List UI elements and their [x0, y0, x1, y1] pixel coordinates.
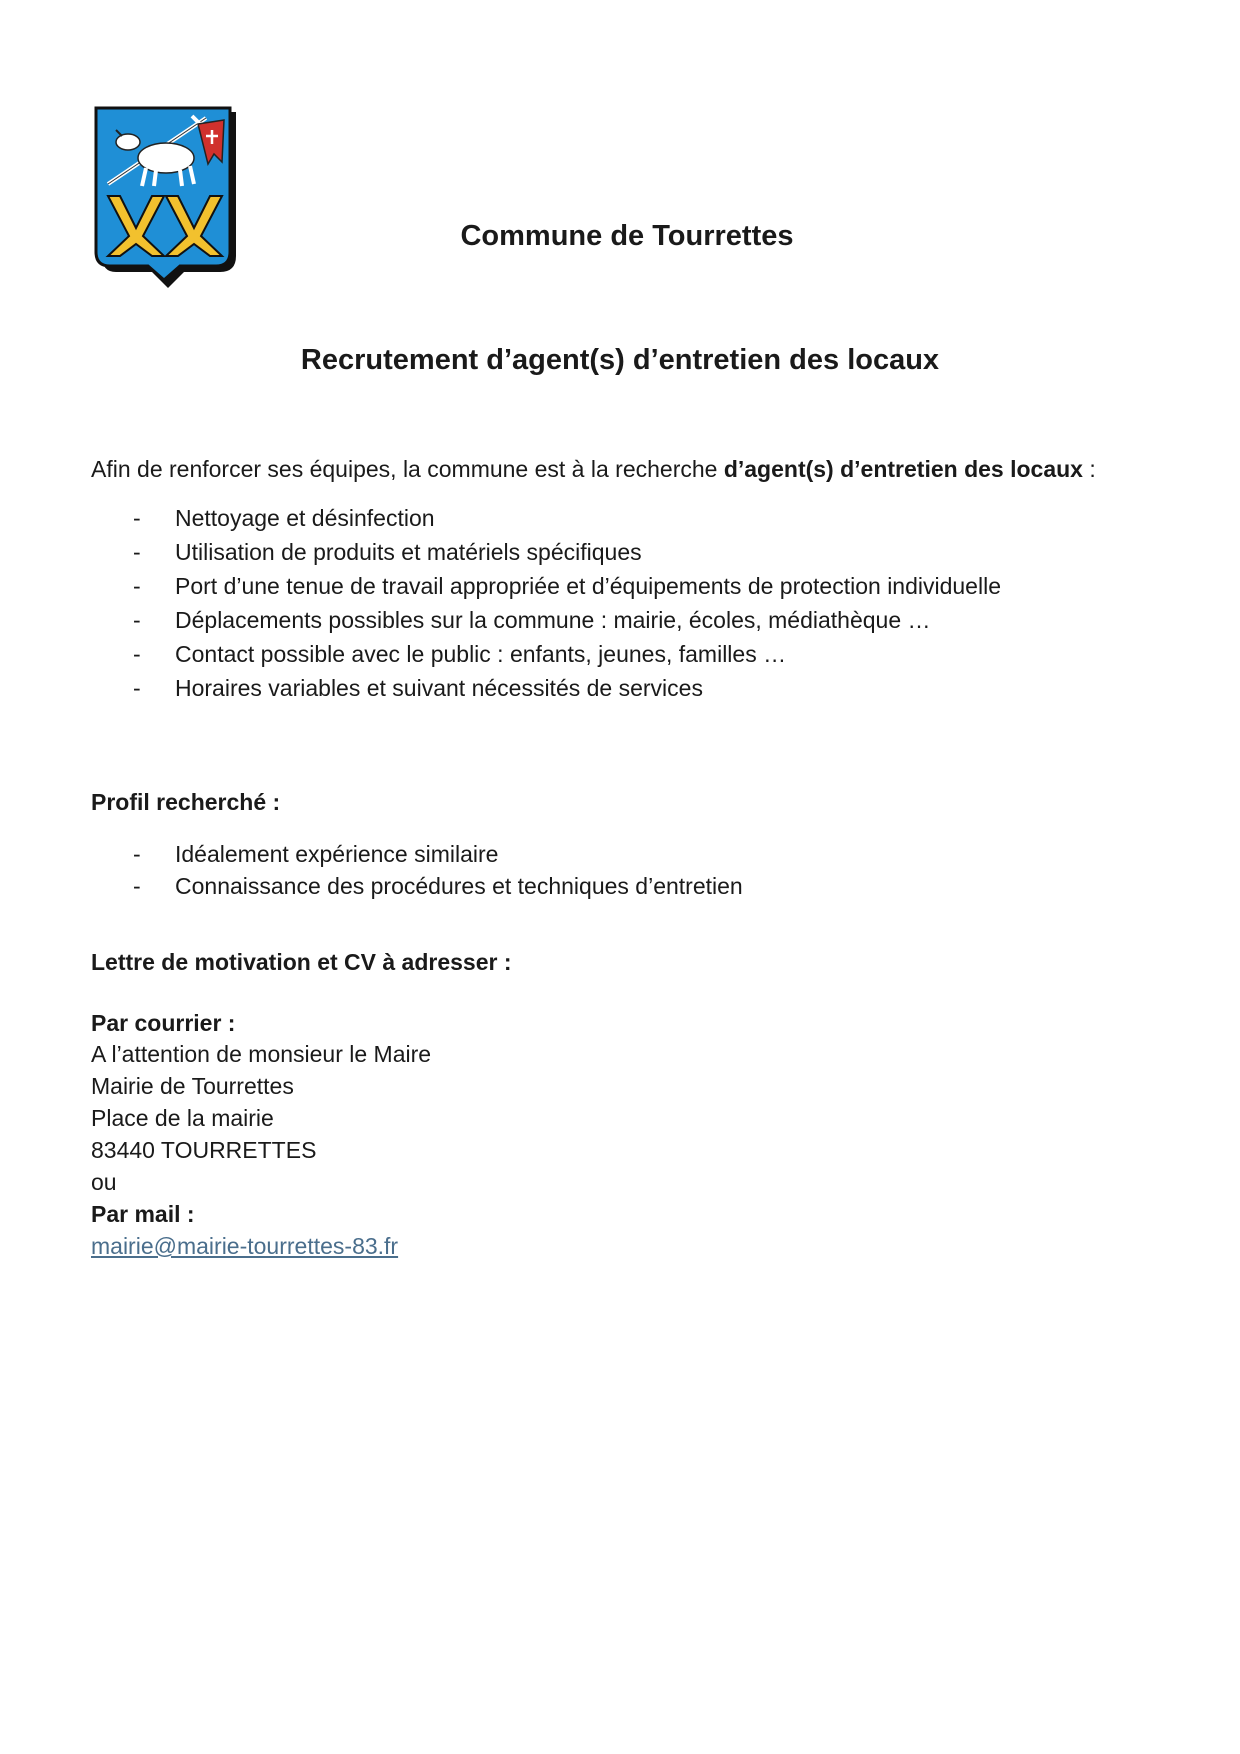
- mail-post-heading: Par courrier :: [91, 1010, 236, 1036]
- or-text: ou: [91, 1169, 117, 1195]
- address-line: Mairie de Tourrettes: [91, 1073, 294, 1099]
- intro-paragraph: [91, 454, 1171, 484]
- document-body: [91, 454, 1171, 1262]
- address-line: Place de la mairie: [91, 1105, 274, 1131]
- address-line: 83440 TOURRETTES: [91, 1137, 317, 1163]
- email-heading: Par mail :: [91, 1201, 195, 1227]
- address-line: A l’attention de monsieur le Maire: [91, 1041, 432, 1067]
- email-line: [91, 1230, 1171, 1262]
- mission-item: - Horaires variables et suivant nécessités de services: [91, 671, 1171, 705]
- intro-bold-text: d’agent(s) d’entretien des locaux: [723, 456, 1083, 482]
- profile-list: [91, 838, 1171, 902]
- recruitment-title: Recrutement d’agent(s) d’entretien des locaux: [300, 344, 940, 376]
- mission-item: - Port d’une tenue de travail appropriée et d’équipements de protection individuelle: [91, 569, 1171, 603]
- postal-address: [91, 1038, 1171, 1166]
- email-link[interactable]: mairie@mairie-tourrettes-83.fr: [91, 1233, 399, 1259]
- intro-text: Afin de renforcer ses équipes, la commune est à la recherche: [91, 456, 724, 482]
- application-heading: Lettre de motivation et CV à adresser :: [91, 949, 512, 975]
- intro-colon: :: [1082, 456, 1096, 482]
- mission-item: - Nettoyage et désinfection: [91, 501, 1171, 535]
- profile-heading: Profil recherché :: [91, 789, 281, 815]
- coat-of-arms-icon: [94, 106, 240, 292]
- commune-title-text: Commune de Tourrettes: [460, 220, 794, 252]
- profile-item: - Idéalement expérience similaire: [91, 838, 1171, 870]
- mission-item: - Utilisation de produits et matériels spécifiques: [91, 535, 1171, 569]
- mission-item: - Contact possible avec le public : enfants, jeunes, familles …: [91, 637, 1171, 671]
- missions-list: [91, 501, 1171, 705]
- profile-item: - Connaissance des procédures et techniques d’entretien: [91, 870, 1171, 902]
- commune-title: [0, 220, 1240, 253]
- mission-item: - Déplacements possibles sur la commune : mairie, écoles, médiathèque …: [91, 603, 1171, 637]
